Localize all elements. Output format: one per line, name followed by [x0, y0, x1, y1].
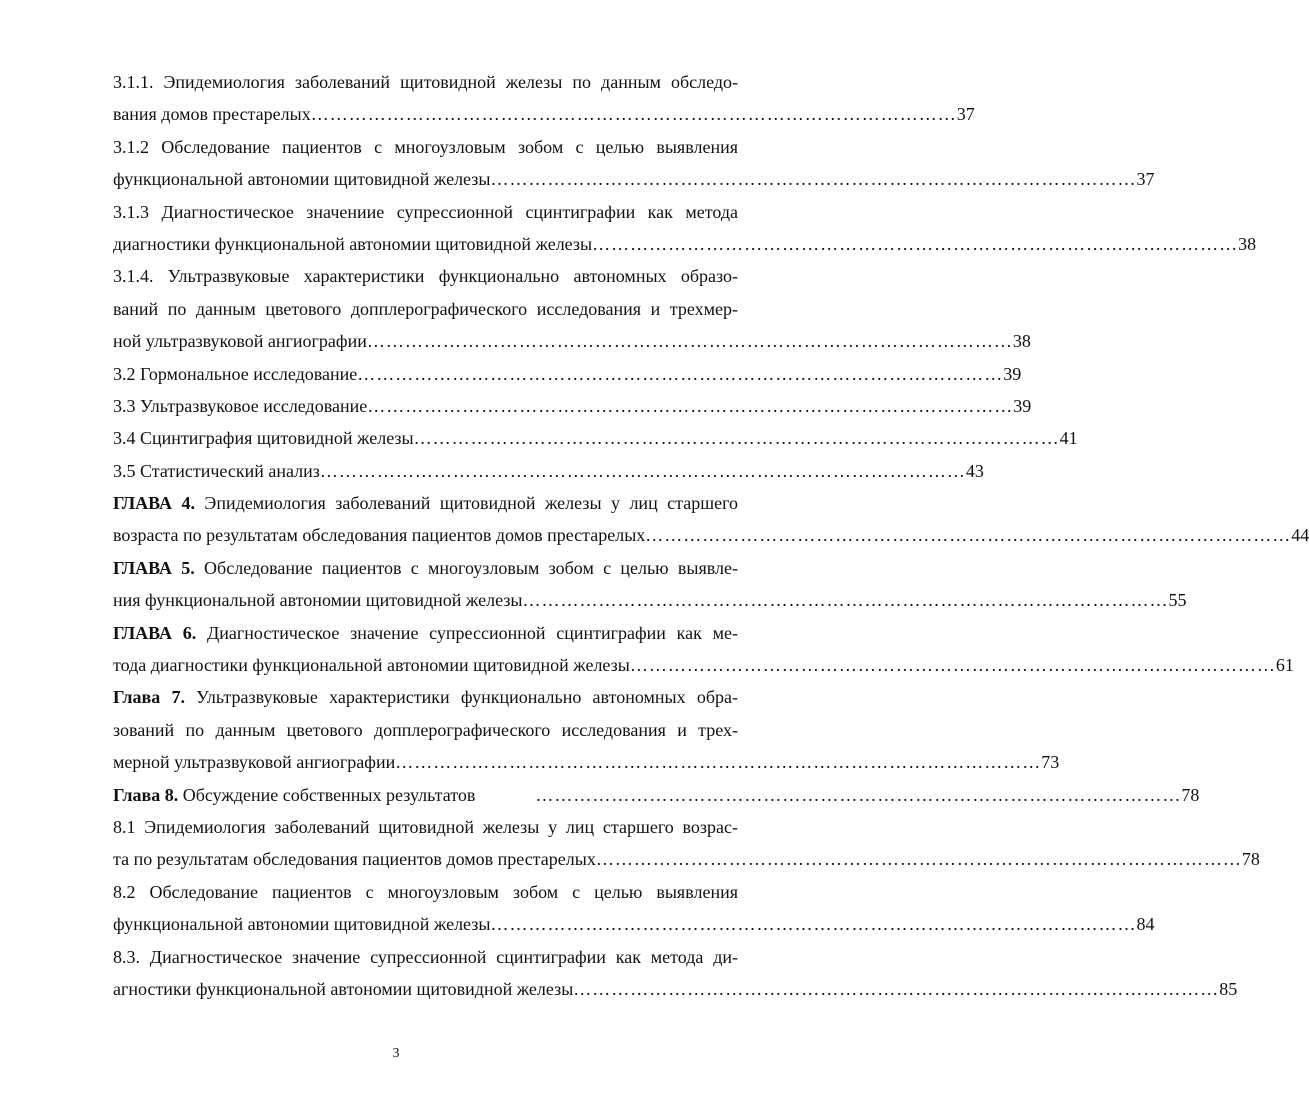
toc-leader-line: [113, 843, 1260, 875]
toc-page-number: 85: [1219, 978, 1238, 999]
dot-leader: …………………………………………………………………………………………: [573, 978, 1220, 999]
toc-line: 8.2 Обследование пациентов с многоузловым зобом с целью выявления: [113, 881, 738, 902]
dot-leader: …………………………………………………………………………………………: [592, 233, 1239, 254]
toc-entry-text: 3.2 Гормональное исследование: [113, 363, 358, 384]
toc-leader-line: [113, 390, 1032, 422]
toc-entry-text: 3.3 Ультразвуковое исследование: [113, 395, 368, 416]
toc-line: 8.3. Диагностическое значение супрессионной сцинтиграфии как метода ди-: [113, 946, 738, 967]
toc-chapter-line: [113, 681, 738, 713]
dot-leader: …………………………………………………………………………………………: [310, 104, 957, 125]
toc-line: 3.1.2 Обследование пациентов с многоузловым зобом с целью выявления: [113, 136, 738, 157]
chapter-label: Глава 8.: [113, 784, 179, 805]
toc-leader-line: [113, 973, 1238, 1005]
toc-page-number: 37: [956, 104, 975, 125]
toc-entry-text: функциональной автономии щитовидной железы: [113, 169, 491, 190]
dot-leader: …………………………………………………………………………………………: [629, 655, 1276, 676]
toc-leader-line: [113, 98, 975, 130]
toc-entry-text: тода диагностики функциональной автономии щитовидной железы: [113, 655, 630, 676]
toc-line: ваний по данным цветового допплерографического исследования и трехмер-: [113, 298, 738, 319]
dot-leader: …………………………………………………………………………………………: [357, 363, 1004, 384]
table-of-contents: [113, 66, 1309, 1005]
chapter-label: Глава 7.: [113, 687, 185, 708]
toc-line: зований по данным цветового допплерографического исследования и трех-: [113, 719, 738, 740]
toc-leader-line: [113, 746, 1060, 778]
dot-leader: …………………………………………………………………………………………: [367, 395, 1014, 416]
toc-leader-line: [113, 779, 1200, 811]
toc-leader-line: [113, 228, 1257, 260]
dot-leader: …………………………………………………………………………………………: [645, 525, 1292, 546]
dot-leader: …………………………………………………………………………………………: [522, 590, 1169, 611]
toc-entry-text: ния функциональной автономии щитовидной железы: [113, 590, 523, 611]
chapter-label: ГЛАВА 4.: [113, 493, 195, 514]
toc-line: 8.1 Эпидемиология заболеваний щитовидной железы у лиц старшего возрас-: [113, 816, 738, 837]
chapter-title: Эпидемиология заболеваний щитовидной железы у лиц старшего: [194, 493, 739, 514]
dot-leader: …………………………………………………………………………………………: [395, 752, 1042, 773]
toc-page-number: 84: [1136, 914, 1155, 935]
dot-leader: …………………………………………………………………………………………: [490, 914, 1137, 935]
dot-leader: …………………………………………………………………………………………: [535, 784, 1182, 805]
dot-leader: …………………………………………………………………………………………: [366, 331, 1013, 352]
dot-leader: …………………………………………………………………………………………: [595, 849, 1242, 870]
toc-line: 3.1.3 Диагностическое значениие супрессионной сцинтиграфии как метода: [113, 201, 738, 222]
toc-page-number: 78: [1241, 849, 1260, 870]
toc-entry-text: 3.5 Статистический анализ: [113, 460, 320, 481]
toc-page-number: 41: [1059, 428, 1078, 449]
toc-page-number: 38: [1238, 233, 1257, 254]
toc-leader-line: [113, 358, 1022, 390]
dot-leader: …………………………………………………………………………………………: [319, 460, 966, 481]
toc-line: 3.1.1. Эпидемиология заболеваний щитовидной железы по данным обследо-: [113, 72, 738, 92]
toc-entry-text: [113, 779, 475, 811]
toc-entry-text: вания домов престарелых: [113, 104, 311, 125]
chapter-title: Ультразвуковые характеристики функционально автономных обра-: [184, 687, 738, 708]
toc-chapter-line: [113, 552, 738, 584]
toc-leader-line: [113, 519, 1309, 551]
toc-page-number: 43: [965, 460, 984, 481]
toc-entry-text: мерной ультразвуковой ангиографии: [113, 752, 396, 773]
dot-leader: …………………………………………………………………………………………: [413, 428, 1060, 449]
chapter-title: Обследование пациентов с многоузловым зобом с целью выявле-: [194, 557, 738, 578]
chapter-label: ГЛАВА 6.: [113, 622, 197, 643]
chapter-label: ГЛАВА 5.: [113, 557, 195, 578]
chapter-title: Диагностическое значение супрессионной сцинтиграфии как ме-: [196, 622, 738, 643]
toc-leader-line: [113, 163, 1155, 195]
toc-page-number: 61: [1275, 655, 1294, 676]
chapter-title: Обсуждение собственных результатов: [178, 784, 476, 805]
toc-page-number: 44: [1291, 525, 1309, 546]
toc-entry-text: агностики функциональной автономии щитовидной железы: [113, 978, 574, 999]
dot-leader: …………………………………………………………………………………………: [490, 169, 1137, 190]
toc-entry-text: функциональной автономии щитовидной железы: [113, 914, 491, 935]
toc-leader-line: [113, 325, 1031, 357]
toc-leader-line: [113, 584, 1187, 616]
toc-page-number: 37: [1136, 169, 1155, 190]
toc-page-number: 73: [1041, 752, 1060, 773]
toc-chapter-line: [113, 487, 738, 519]
page-number: 3: [392, 1046, 400, 1061]
toc-entry-text: 3.4 Сцинтиграфия щитовидной железы: [113, 428, 414, 449]
toc-entry-text: диагностики функциональной автономии щитовидной железы: [113, 233, 593, 254]
toc-page-number: 38: [1012, 331, 1031, 352]
toc-leader-line: [113, 908, 1155, 940]
toc-leader-line: [113, 455, 984, 487]
toc-page-number: 55: [1168, 590, 1187, 611]
toc-chapter-line: [113, 617, 738, 649]
toc-entry-text: та по результатам обследования пациентов домов престарелых: [113, 849, 596, 870]
toc-page-number: 39: [1003, 363, 1022, 384]
toc-line: 3.1.4. Ультразвуковые характеристики функционально автономных образо-: [113, 266, 738, 287]
toc-page-number: 39: [1013, 395, 1032, 416]
toc-page-number: 78: [1181, 784, 1200, 805]
toc-leader-line: [113, 649, 1294, 681]
toc-entry-text: ной ультразвуковой ангиографии: [113, 331, 367, 352]
toc-entry-text: возраста по результатам обследования пациентов домов престарелых: [113, 525, 646, 546]
toc-leader-line: [113, 422, 1078, 454]
